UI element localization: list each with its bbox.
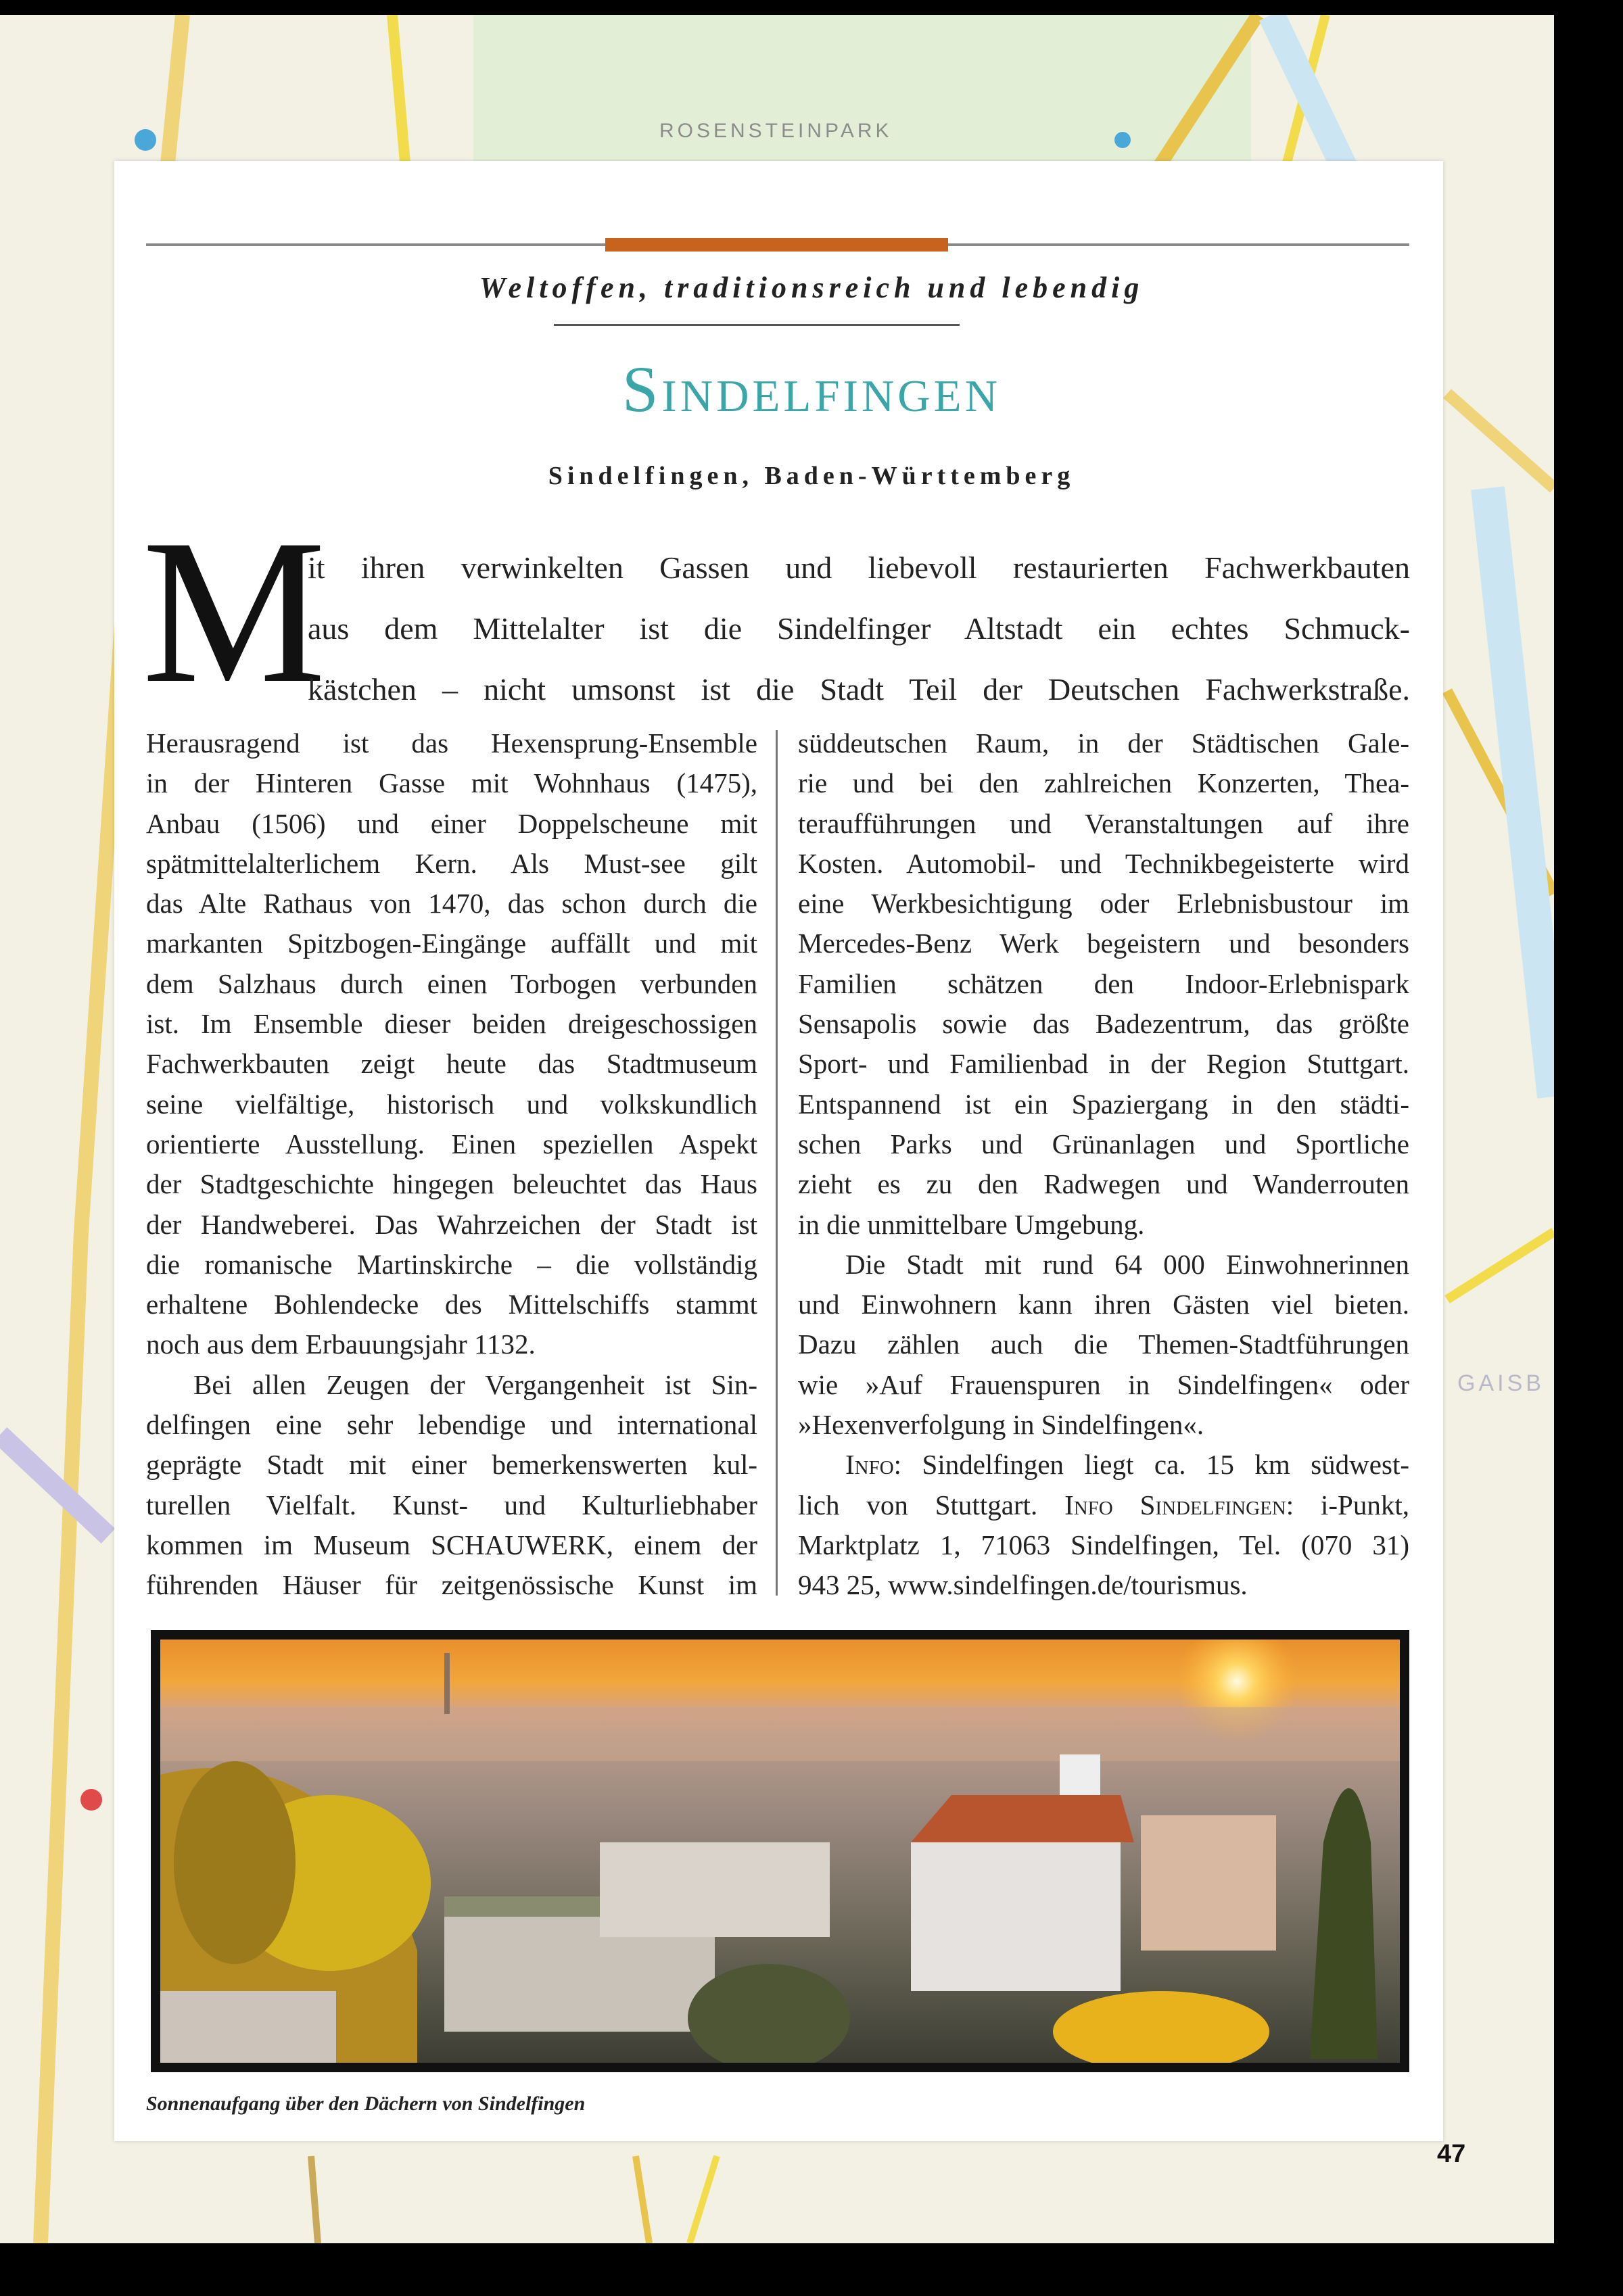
article-kicker: Weltoffen, traditionsreich und lebendig xyxy=(479,271,1144,304)
info-text: Sindelfingen liegt ca. 15 km südwest- xyxy=(901,1449,1409,1481)
text-line: seine vielfältige, historisch und volkskundlich xyxy=(146,1088,757,1120)
info-text: lich von Stuttgart. xyxy=(798,1489,1065,1521)
text-line: Fachwerkbauten zeigt heute das Stadtmuseum xyxy=(146,1048,757,1080)
photo-caption: Sonnenaufgang über den Dächern von Sindelfingen xyxy=(146,2092,586,2115)
text-line: Dazu zählen auch die Themen-Stadtführungen xyxy=(798,1329,1409,1360)
text-line: noch aus dem Erbauungsjahr 1132. xyxy=(146,1329,536,1360)
text-line: Mercedes-Benz Werk begeistern und besonders xyxy=(798,928,1409,959)
text-line: eine Werkbesichtigung oder Erlebnisbustour im xyxy=(798,888,1409,919)
kicker-underline xyxy=(554,324,960,326)
info-text: i-Punkt, xyxy=(1294,1489,1409,1521)
text-line: »Hexenverfolgung in Sindelfingen«. xyxy=(798,1409,1204,1441)
photo-scene xyxy=(160,1640,1400,2063)
text-line: turellen Vielfalt. Kunst- und Kulturliebhaber xyxy=(146,1489,757,1521)
info-paragraph xyxy=(798,1445,1409,1605)
text-line: teraufführungen und Veranstaltungen auf ihre xyxy=(798,807,1409,839)
text-line: kommen im Museum SCHAUWERK, einem der xyxy=(146,1529,757,1560)
map-label: GAISB xyxy=(1457,1370,1545,1396)
info-line xyxy=(798,1485,1409,1525)
text-line: der Stadtgeschichte hingegen beleuchtet das Haus xyxy=(146,1168,757,1200)
text-line: Sensapolis sowie das Badezentrum, das größte xyxy=(798,1008,1409,1040)
text-line: die romanische Martinskirche – die vollständig xyxy=(146,1248,757,1280)
text-line: geprägte Stadt mit einer bemerkenswerten kul- xyxy=(146,1449,757,1481)
text-line: rie und bei den zahlreichen Konzerten, Thea- xyxy=(798,767,1409,799)
sunrise-photo xyxy=(151,1630,1409,2072)
paragraph xyxy=(798,1245,1409,1445)
text-line: erhaltene Bohlendecke des Mittelschiffs stammt xyxy=(146,1289,757,1320)
paragraph xyxy=(146,723,757,1365)
text-line: und Einwohnern kann ihren Gästen viel bieten. xyxy=(798,1289,1409,1320)
drop-cap: M xyxy=(142,497,327,726)
text-line: das Alte Rathaus von 1470, das schon durch die xyxy=(146,888,757,919)
info-line: Marktplatz 1, 71063 Sindelfingen, Tel. (070 31) xyxy=(798,1529,1409,1560)
page-number: 47 xyxy=(1437,2140,1466,2168)
text-line: süddeutschen Raum, in der Städtischen Gale- xyxy=(798,727,1409,759)
intro-line: aus dem Mittelalter ist die Sindelfinger Altstadt ein echtes Schmuck- xyxy=(308,611,1410,646)
text-line: schen Parks und Grünanlagen und Sportliche xyxy=(798,1128,1409,1159)
info-line xyxy=(798,1445,1409,1485)
info-label: Info: xyxy=(845,1449,902,1481)
text-line: in der Hinteren Gasse mit Wohnhaus (1475), xyxy=(146,767,757,799)
info-label: Info Sindelfingen: xyxy=(1064,1489,1294,1521)
text-line: Sport- und Familienbad in der Region Stuttgart. xyxy=(798,1048,1409,1080)
text-line: wie »Auf Frauenspuren in Sindelfingen« oder xyxy=(798,1368,1409,1400)
text-line: Bei allen Zeugen der Vergangenheit ist Sin- xyxy=(193,1368,757,1400)
text-line: Familien schätzen den Indoor-Erlebnispark xyxy=(798,967,1409,999)
intro-text xyxy=(308,537,1410,720)
article-title: Sindelfingen xyxy=(622,353,1001,425)
text-line: führenden Häuser für zeitgenössische Kunst im xyxy=(146,1569,757,1601)
text-line: Anbau (1506) und einer Doppelscheune mit xyxy=(146,807,757,839)
text-column-left xyxy=(146,723,757,1606)
text-line: orientierte Ausstellung. Einen speziellen Aspekt xyxy=(146,1128,757,1159)
paragraph xyxy=(146,1365,757,1606)
text-line: Herausragend ist das Hexensprung-Ensemble xyxy=(146,727,757,759)
text-line: in die unmittelbare Umgebung. xyxy=(798,1208,1145,1240)
text-line: der Handweberei. Das Wahrzeichen der Stadt ist xyxy=(146,1208,757,1240)
text-line: Entspannend ist ein Spaziergang in den städti- xyxy=(798,1088,1409,1120)
intro-line: it ihren verwinkelten Gassen und liebevoll restaurierten Fachwerkbauten xyxy=(308,550,1410,585)
text-line: zieht es zu den Radwegen und Wanderrouten xyxy=(798,1168,1409,1200)
map-label: ROSENSTEINPARK xyxy=(659,120,893,142)
text-line: delfingen eine sehr lebendige und international xyxy=(146,1409,757,1441)
header-accent-bar xyxy=(605,238,948,252)
text-line: spätmittelalterlichem Kern. Als Must-see gilt xyxy=(146,847,757,879)
text-line: ist. Im Ensemble dieser beiden dreigeschossigen xyxy=(146,1008,757,1040)
article-location: Sindelfingen, Baden-Württemberg xyxy=(548,462,1075,490)
text-line: markanten Spitzbogen-Eingänge auffällt und mit xyxy=(146,928,757,959)
text-column-right xyxy=(798,723,1409,1606)
text-line: Die Stadt mit rund 64 000 Einwohnerinnen xyxy=(845,1248,1409,1280)
text-line: dem Salzhaus durch einen Torbogen verbunden xyxy=(146,967,757,999)
intro-line: kästchen – nicht umsonst ist die Stadt Teil der Deutschen Fachwerkstraße. xyxy=(308,672,1410,707)
paragraph xyxy=(798,723,1409,1245)
text-line: Kosten. Automobil- und Technikbegeisterte wird xyxy=(798,847,1409,879)
column-divider xyxy=(776,730,778,1596)
info-line: 943 25, www.sindelfingen.de/tourismus. xyxy=(798,1569,1248,1601)
